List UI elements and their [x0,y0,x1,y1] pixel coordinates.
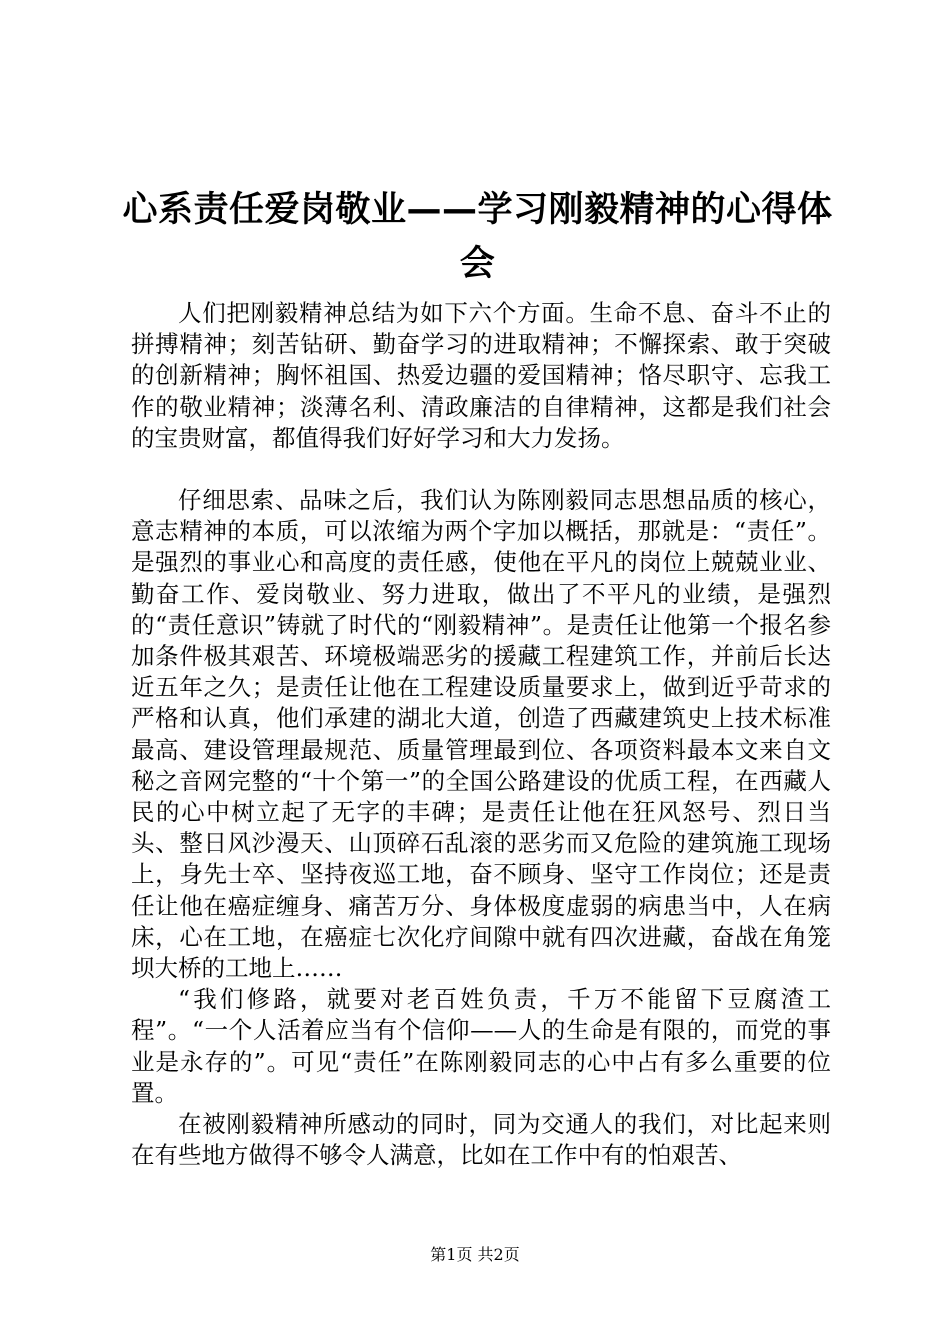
paragraph-4: 在被刚毅精神所感动的同时，同为交通人的我们，对比起来则在有些地方做得不够令人满意，比如在工作中有的怕艰苦、 [131,1110,831,1170]
page-footer: 第1页 共2页 [430,1245,520,1264]
paragraph-1: 人们把刚毅精神总结为如下六个方面。生命不息、奋斗不止的拼搏精神；刻苦钻研、勤奋学习的进取精神；不懈探索、敢于突破的创新精神；胸怀祖国、热爱边疆的爱国精神；恪尽职守、忘我工作的敬业精神；淡薄名利、清政廉洁的自律精神，这都是我们社会的宝贵财富，都值得我们好好学习和大力发扬。 [131,299,831,452]
paragraph-spacer [131,454,831,485]
paragraph-2: 仔细思索、品味之后，我们认为陈刚毅同志思想品质的核心，意志精神的本质，可以浓缩为两个字加以概括，那就是：“责任”。是强烈的事业心和高度的责任感，使他在平凡的岗位上兢兢业业、勤奋工作、爱岗敬业、努力进取，做出了不平凡的业绩，是强烈的“责任意识”铸就了时代的“刚毅精神”。是责任让他第一个报名参加条件极其艰苦、环境极端恶劣的援藏工程建筑工作，并前后长达近五年之久；是责任让他在工程建设质量要求上，做到近乎苛求的严格和认真，他们承建的湖北大道，创造了西藏建筑史上技术标准最高、建设管理最规范、质量管理最到位、各项资料最本文来自文秘之音网完整的“十个第一”的全国公路建设的优质工程，在西藏人民的心中树立起了无字的丰碑；是责任让他在狂风怒号、烈日当头、整日风沙漫天、山顶碎石乱滚的恶劣而又危险的建筑施工现场上，身先士卒、坚持夜巡工地，奋不顾身、坚守工作岗位；还是责任让他在癌症缠身、痛苦万分、身体极度虚弱的病患当中，人在病床，心在工地，在癌症七次化疗间隙中就有四次进藏，奋战在角笼坝大桥的工地上…… [131,486,831,983]
document-body [131,298,831,1171]
document-title: 心系责任爱岗敬业——学习刚毅精神的心得体会 [122,190,833,284]
paragraph-3: “我们修路，就要对老百姓负责，千万不能留下豆腐渣工程”。“一个人活着应当有个信仰——人的生命是有限的，而党的事业是永存的”。可见“责任”在陈刚毅同志的心中占有多么重要的位置。 [131,985,831,1107]
